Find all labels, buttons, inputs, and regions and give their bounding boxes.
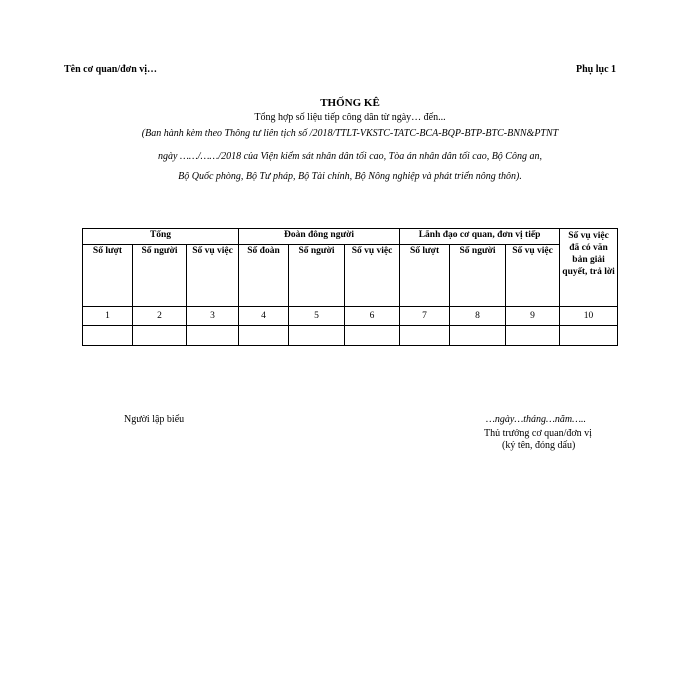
document-subtitle: Tổng hợp số liệu tiếp công dân từ ngày… đến... bbox=[254, 112, 446, 123]
data-cell bbox=[289, 326, 345, 346]
subheader-5: Số người bbox=[289, 245, 345, 307]
agency-name: Tên cơ quan/đơn vị… bbox=[64, 64, 158, 75]
data-cell bbox=[345, 326, 400, 346]
column-number: 7 bbox=[400, 307, 450, 326]
data-cell bbox=[560, 326, 618, 346]
group-header-leadership: Lãnh đạo cơ quan, đơn vị tiếp bbox=[400, 229, 560, 245]
column-number: 10 bbox=[560, 307, 618, 326]
column-number: 1 bbox=[83, 307, 133, 326]
subheader-7: Số lượt bbox=[400, 245, 450, 307]
column-number: 2 bbox=[133, 307, 187, 326]
data-cell bbox=[450, 326, 506, 346]
data-cell bbox=[187, 326, 239, 346]
column-number: 8 bbox=[450, 307, 506, 326]
group-header-delegation: Đoàn đông người bbox=[239, 229, 400, 245]
group-header-total: Tổng bbox=[83, 229, 239, 245]
column-number: 3 bbox=[187, 307, 239, 326]
subheader-2: Số người bbox=[133, 245, 187, 307]
legal-basis-line-3: Bộ Quốc phòng, Bộ Tư pháp, Bộ Tài chính, Bộ Nông nghiệp và phát triển nông thôn). bbox=[178, 171, 522, 182]
signer-title: Thủ trưởng cơ quan/đơn vị bbox=[484, 428, 592, 439]
signature-note: (ký tên, đóng dấu) bbox=[502, 440, 576, 451]
data-cell bbox=[506, 326, 560, 346]
preparer-label: Người lập biểu bbox=[124, 414, 185, 425]
legal-basis-line-1: (Ban hành kèm theo Thông tư liên tịch số /2018/TTLT-VKSTC-TATC-BCA-BQP-BTP-BTC-BNN&PTNT bbox=[141, 128, 559, 139]
subheader-9: Số vụ việc bbox=[506, 245, 560, 307]
data-cell bbox=[83, 326, 133, 346]
statistics-table bbox=[82, 228, 618, 346]
data-cell bbox=[239, 326, 289, 346]
date-line: …ngày…tháng…năm….. bbox=[486, 414, 587, 425]
header-resolved-cases: Số vụ việc đã có văn bản giải quyết, trả lời bbox=[560, 229, 618, 307]
document-title: THỐNG KÊ bbox=[320, 97, 380, 109]
appendix-label: Phụ lục 1 bbox=[576, 64, 617, 75]
column-number: 4 bbox=[239, 307, 289, 326]
empty-data-row bbox=[83, 326, 618, 346]
subheader-4: Số đoàn bbox=[239, 245, 289, 307]
data-cell bbox=[400, 326, 450, 346]
data-cell bbox=[133, 326, 187, 346]
legal-basis-line-2: ngày ……/……/2018 của Viện kiểm sát nhân dân tối cao, Tòa án nhân dân tối cao, Bộ Công an, bbox=[158, 151, 542, 162]
column-number-row bbox=[83, 307, 618, 326]
column-number: 9 bbox=[506, 307, 560, 326]
column-number: 6 bbox=[345, 307, 400, 326]
subheader-8: Số người bbox=[450, 245, 506, 307]
subheader-1: Số lượt bbox=[83, 245, 133, 307]
column-number: 5 bbox=[289, 307, 345, 326]
subheader-6: Số vụ việc bbox=[345, 245, 400, 307]
subheader-3: Số vụ việc bbox=[187, 245, 239, 307]
